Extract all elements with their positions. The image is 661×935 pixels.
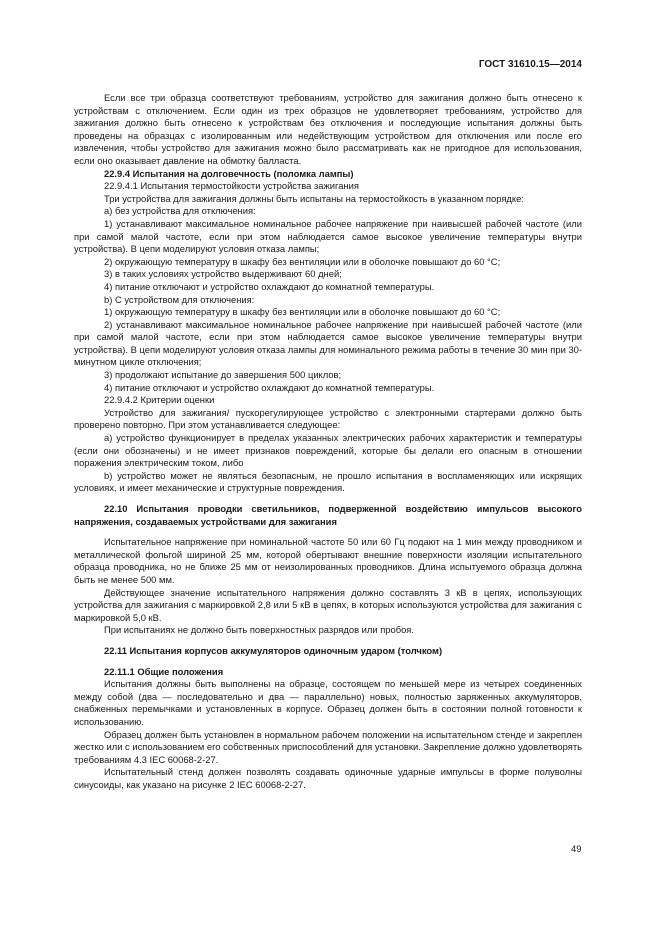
- list-item: 2) устанавливают максимальное номинальное рабочее напряжение при наивысшей рабочей частоте (или при самой малой частоте, если при этом наблюдается самое высокое увеличение температуры внутри устройства). В цепи моделируют условия отказа лампы для номинального режима работы в течение 30 мин при 30-минутном цикле отключения;: [74, 318, 582, 368]
- paragraph: Если все три образца соответствуют требованиям, устройство для зажигания должно быть отнесено к устройствам с отключением. Если один из трех образцов не удовлетворяет требованиям, устройство для зажигания должно быть отнесено к устройствам без отключения и последующие испытания должны быть проведены на образцах с изолированным или недействующим устройством для отключения или после его извлечения, чтобы устройство для зажигания можно было рассматривать как не пригодное для использования, если оно оказывает давление на обмотку балласта.: [74, 92, 582, 166]
- section-heading-22-11-1: 22.11.1 Общие положения: [104, 665, 224, 677]
- paragraph: Испытательный стенд должен позволять создавать одиночные ударные импульсы в форме полуволны синусоиды, как указано на рисунке 2 IEC 60068-2-27.: [74, 766, 582, 790]
- list-item: 4) питание отключают и устройство охлаждают до комнатной температуры.: [104, 381, 435, 393]
- list-item: 2) окружающую температуру в шкафу без вентиляции или в оболочке повышают до 60 °C;: [104, 255, 501, 267]
- paragraph: При испытаниях не должно быть поверхностных разрядов или пробоя.: [104, 624, 414, 636]
- list-item: 4) питание отключают и устройство охлаждают до комнатной температуры.: [104, 280, 435, 292]
- list-item: 1) окружающую температуру в шкафу без вентиляции или в оболочке повышают до 60 °C;: [104, 306, 501, 318]
- page-body: [74, 92, 582, 791]
- section-heading-22-9-4: 22.9.4 Испытания на долговечность (поломка лампы): [104, 167, 354, 179]
- standard-header: ГОСТ 31610.15—2014: [478, 59, 582, 70]
- paragraph: Испытательное напряжение при номинальной частоте 50 или 60 Гц подают на 1 мин между проводником и металлической фольгой шириной 25 мм, которой обертывают внешние поверхности изоляции испытательного образца проводника, но не ближе 25 мм от неизолированных проводников. Длина испытуемого образца должна быть не менее 500 мм.: [74, 536, 582, 585]
- paragraph: Действующее значение испытательного напряжения должно составлять 3 кВ в цепях, использующих устройства для зажигания с маркировкой 2,8 или 5 кВ в цепях, в которых используются устройства для зажигания с маркировкой 5,0 кВ.: [74, 586, 582, 623]
- paragraph: Устройство для зажигания/ пускорегулирующее устройство с электронными стартерами должно быть проверено повторно. При этом устанавливается следующее:: [74, 406, 582, 431]
- subsection-22-9-4-2: 22.9.4.2 Критерии оценки: [104, 394, 215, 406]
- list-item: а) устройство функционирует в пределах указанных электрических рабочих характеристик и температуры (если они обозначены) и не имеет признаков повреждений, которые бы делали его опасным в отношении поражения электрическим током, либо: [74, 432, 582, 469]
- subsection-22-9-4-1: 22.9.4.1 Испытания термостойкости устройства зажигания: [104, 180, 359, 192]
- list-item: 1) устанавливают максимальное номинальное рабочее напряжение при наивысшей рабочей частоте (или при самой малой частоте, если при этом наблюдается самое высокое увеличение температуры внутри устройства). В цепи моделируют условия отказа лампы;: [74, 217, 582, 255]
- list-item: b) устройство может не являться безопасным, не прошло испытания в воспламеняющих или искрящих условиях, и имеет механические и структурные повреждения.: [74, 469, 582, 494]
- page-number: 49: [571, 843, 582, 854]
- paragraph: Испытания должны быть выполнены на образце, состоящем по меньшей мере из четырех соединенных между собой (два — последовательно и два — параллельно) новых, полностью заряженных аккумуляторов, снабженных перемычками и установленных в корпусе. Образец должен быть в состоянии полной готовности к использованию.: [74, 678, 582, 727]
- section-heading-22-11: 22.11 Испытания корпусов аккумуляторов одиночным ударом (толчком): [104, 644, 443, 656]
- list-item: 3) продолжают испытание до завершения 500 циклов;: [104, 369, 342, 381]
- paragraph: Образец должен быть установлен в нормальном рабочем положении на испытательном стенде и закреплен жестко или с использованием его собственных приспособлений для установки. Закрепление должно удовлетворять требованиям 4.3 IEC 60068-2-27.: [74, 728, 583, 765]
- list-head-b: b) С устройством для отключения:: [104, 293, 255, 305]
- paragraph: Три устройства для зажигания должны быть испытаны на термостойкость в указанном порядке:: [104, 192, 524, 204]
- list-item: 3) в таких условиях устройство выдерживают 60 дней;: [104, 268, 342, 280]
- list-head-a: a) без устройства для отключения:: [104, 205, 256, 217]
- section-heading-22-10: 22.10 Испытания проводки светильников, подверженной воздействию импульсов высокого напряжения, создаваемых устройствами для зажигания: [74, 503, 582, 527]
